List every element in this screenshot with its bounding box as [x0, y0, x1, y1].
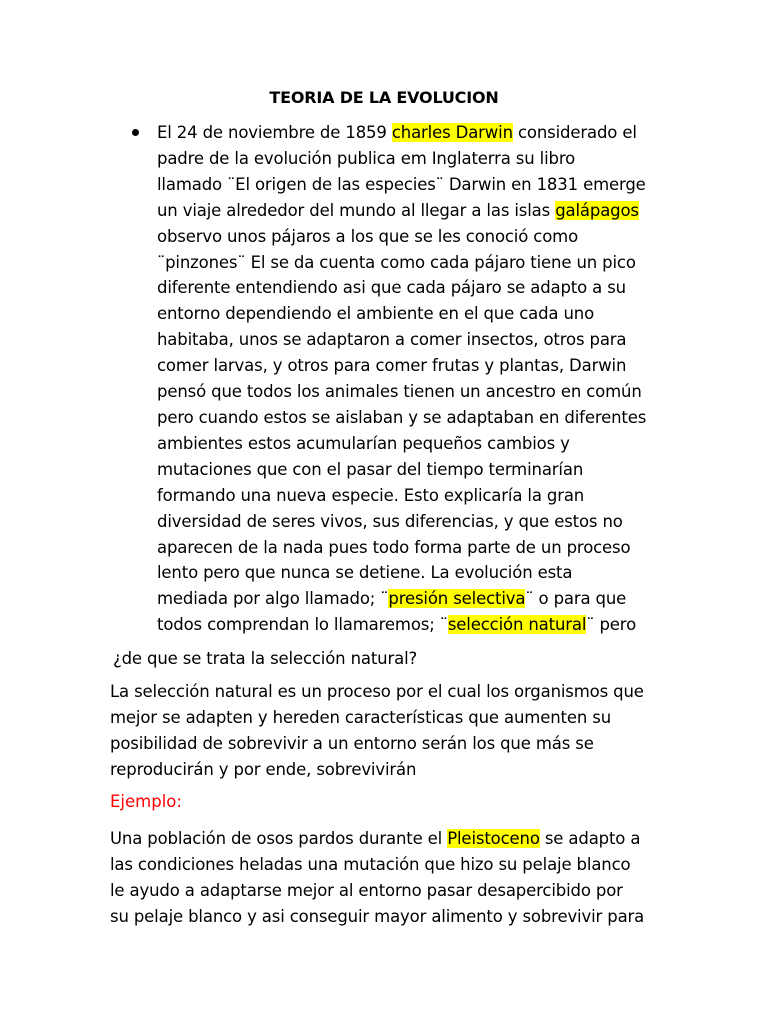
text-line: ambientes estos acumularían pequeños cambios y [157, 433, 570, 453]
question-heading: ¿de que se trata la selección natural? [113, 649, 418, 668]
text-line: comer larvas, y otros para comer frutas y plantas, Darwin [157, 356, 627, 376]
text-line: todos comprendan lo llamaremos; ¨selección natural¨ pero [157, 615, 637, 635]
document-title: TEORIA DE LA EVOLUCION [269, 88, 499, 107]
text-line: diferente entendiendo asi que cada pájaro se adapto a su [157, 278, 626, 298]
text-line: mutaciones que con el pasar del tiempo terminarían [157, 459, 584, 479]
definition-paragraph [110, 679, 670, 783]
text-line: reproducirán y por ende, sobrevivirán [110, 759, 417, 779]
text-line: Una población de osos pardos durante el Pleistoceno se adapto a [110, 829, 641, 848]
text-line: El 24 de noviembre de 1859 charles Darwin considerado el [157, 123, 637, 142]
highlighted-text: presión selectiva [388, 589, 526, 609]
text-line: formando una nueva especie. Esto explicaría la gran [157, 485, 585, 505]
text-line: mejor se adapten y hereden características que aumenten su [110, 707, 612, 727]
text-line: diversidad de seres vivos, sus diferencias, y que estos no [157, 511, 623, 531]
example-heading: Ejemplo: [110, 792, 182, 811]
text-line: entorno dependiendo el ambiente en el que cada uno [157, 304, 595, 324]
highlighted-text: charles Darwin [391, 123, 513, 142]
text-line: su pelaje blanco y asi conseguir mayor alimento y sobrevivir para [110, 906, 645, 926]
text-line: lento pero que nunca se detiene. La evolución esta [157, 563, 573, 583]
bullet-paragraph [157, 120, 677, 638]
highlighted-text: Pleistoceno [447, 829, 540, 848]
text-line: mediada por algo llamado; ¨presión selectiva¨ o para que [157, 589, 627, 609]
text-line: padre de la evolución publica em Inglaterra su libro [157, 148, 576, 168]
text-line: posibilidad de sobrevivir a un entorno serán los que más se [110, 733, 594, 753]
text-line: habitaba, unos se adaptaron a comer insectos, otros para [157, 330, 627, 350]
text-line: aparecen de la nada pues todo forma parte de un proceso [157, 537, 631, 557]
bullet-point-icon [132, 129, 139, 136]
text-line: pensó que todos los animales tienen un ancestro en común [157, 382, 642, 402]
text-line: llamado ¨El origen de las especies¨ Darwin en 1831 emerge [157, 174, 646, 194]
text-line: le ayudo a adaptarse mejor al entorno pasar desapercibido por [110, 880, 623, 900]
text-line: pero cuando estos se aislaban y se adaptaban en diferentes [157, 407, 647, 427]
text-line: las condiciones heladas una mutación que hizo su pelaje blanco [110, 854, 631, 874]
highlighted-text: selección natural [447, 615, 587, 635]
example-paragraph [110, 826, 670, 930]
highlighted-text: galápagos [555, 200, 639, 220]
text-line: La selección natural es un proceso por el cual los organismos que [110, 682, 644, 701]
text-line: observo unos pájaros a los que se les conoció como [157, 226, 579, 246]
text-line: un viaje alrededor del mundo al llegar a las islas galápagos [157, 200, 639, 220]
text-line: ¨pinzones¨ El se da cuenta como cada pájaro tiene un pico [157, 252, 636, 272]
